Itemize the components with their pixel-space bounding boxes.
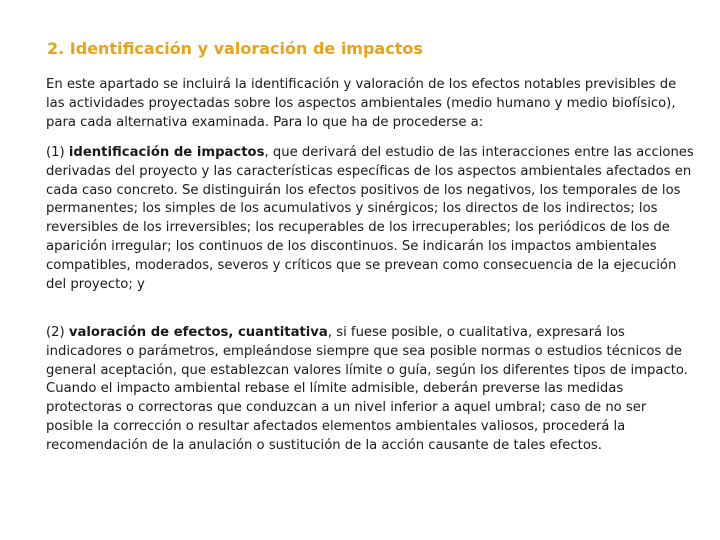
item-identification-prefix: (1) [46, 145, 69, 160]
item-identification-paragraph [46, 144, 696, 294]
item-identification-term: identificación de impactos [68, 145, 265, 160]
item-valuation-term: valoración de efectos, cuantitativa [68, 325, 328, 340]
item-valuation-prefix: (2) [46, 325, 69, 340]
item-valuation-paragraph [46, 324, 696, 456]
item-valuation-text: , si fuese posible, o cualitativa, expresará los indicadores o parámetros, empleándose siempre que sea posible normas o estudios técnicos de general aceptación, que establezcan valores límite o guía, según los diferentes tipos de impacto. Cuando el impacto ambiental rebase el límite admisible, deberán preverse las medidas protectoras o correctoras que conduzcan a un nivel inferior a aquel umbral; caso de no ser posible la corrección o resultar afectados elementos ambientales valiosos, procederá la recomendación de la anulación o sustitución de la acción causante de tales efectos. [46, 325, 688, 453]
item-identification-text: , que derivará del estudio de las interacciones entre las acciones derivadas del proyecto y las características específicas de los aspectos ambientales afectados en cada caso concreto. Se distinguirán los efectos positivos de los negativos, los temporales de los permanentes; los simples de los acumulativos y sinérgicos; los directos de los indirectos; los reversibles de los irreversibles; los recuperables de los irrecuperables; los periódicos de los de aparición irregular; los continuos de los discontinuos. Se indicarán los impactos ambientales compatibles, moderados, severos y críticos que se prevean como consecuencia de la ejecución del proyecto; y [46, 145, 694, 292]
intro-paragraph: En este apartado se incluirá la identificación y valoración de los efectos notables previsibles de las actividades proyectadas sobre los aspectos ambientales (medio humano y medio biofísico), para cada alternativa examinada. Para lo que ha de procederse a: [46, 77, 677, 130]
section-heading: 2. Identificación y valoración de impactos [47, 39, 423, 58]
